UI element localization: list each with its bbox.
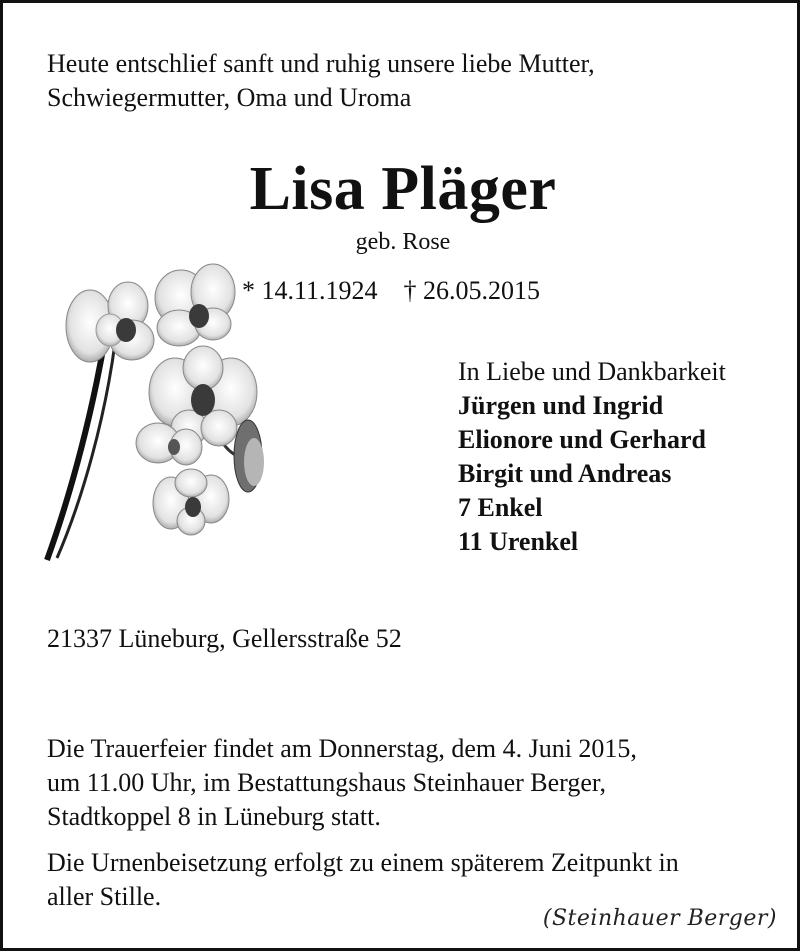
service-line-1: Die Trauerfeier findet am Donnerstag, dem 4. Juni 2015, bbox=[47, 734, 637, 763]
mourner-name: 7 Enkel bbox=[458, 493, 543, 522]
service-info bbox=[47, 732, 767, 834]
funeral-home-signature: (Steinhauer Berger) bbox=[542, 906, 777, 931]
mourners-heading: In Liebe und Dankbarkeit bbox=[458, 357, 726, 386]
deceased-name: Lisa Pläger bbox=[249, 155, 557, 223]
death-date: † 26.05.2015 bbox=[403, 276, 541, 305]
burial-info bbox=[47, 846, 767, 914]
birth-name: geb. Rose bbox=[355, 229, 451, 255]
intro-line-1: Heute entschlief sanft und ruhig unsere liebe Mutter, bbox=[47, 49, 595, 78]
burial-line-2: aller Stille. bbox=[47, 882, 162, 911]
mourner-name: Jürgen und Ingrid bbox=[458, 391, 664, 420]
burial-line-1: Die Urnenbeisetzung erfolgt zu einem späterem Zeitpunkt in bbox=[47, 848, 679, 877]
birth-date: * 14.11.1924 bbox=[242, 276, 378, 305]
intro-text bbox=[47, 47, 595, 115]
service-line-3: Stadtkoppel 8 in Lüneburg statt. bbox=[47, 802, 381, 831]
orchid-icon bbox=[43, 258, 303, 563]
mourner-name: 11 Urenkel bbox=[458, 527, 579, 556]
mourners-block bbox=[458, 355, 726, 559]
mourner-name: Elionore und Gerhard bbox=[458, 425, 707, 454]
service-line-2: um 11.00 Uhr, im Bestattungshaus Steinhauer Berger, bbox=[47, 768, 606, 797]
address: 21337 Lüneburg, Gellersstraße 52 bbox=[47, 624, 402, 653]
mourner-name: Birgit und Andreas bbox=[458, 459, 672, 488]
intro-line-2: Schwiegermutter, Oma und Uroma bbox=[47, 83, 412, 112]
